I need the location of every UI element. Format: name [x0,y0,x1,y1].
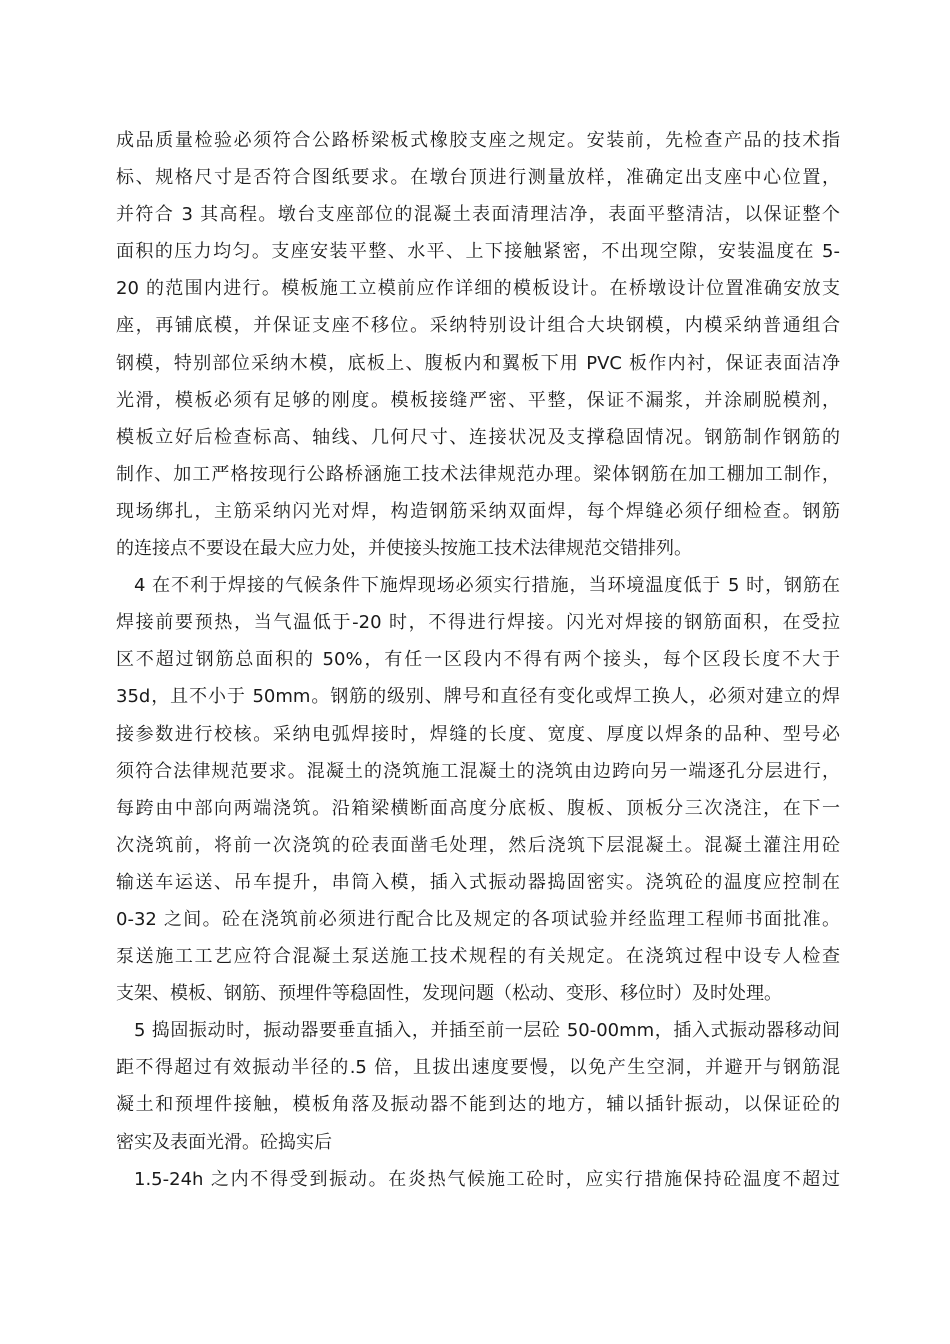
text-line: 成品质量检验必须符合公路桥梁板式橡胶支座之规定。安装前，先检查产品的技术指 [116,130,840,151]
text-line: 35d，且不小于 50mm。钢筋的级别、牌号和直径有变化或焊工换人，必须对建立的焊 [116,686,840,708]
text-line: 模板立好后检查标高、轴线、几何尺寸、连接状况及支撑稳固情况。钢筋制作钢筋的 [116,426,840,448]
text-line: 的连接点不要设在最大应力处，并使接头按施工技术法律规范交错排列。 [116,538,692,560]
text-line: 区不超过钢筋总面积的 50%，有任一区段内不得有两个接头，每个区段长度不大于 [116,649,840,671]
text-line: 焊接前要预热，当气温低于-20 时，不得进行焊接。闪光对焊接的钢筋面积，在受拉 [116,612,840,634]
text-line: 支架、模板、钢筋、预埋件等稳固性，发现问题（松动、变形、移位时）及时处理。 [116,983,782,1005]
text-line: 接参数进行校核。采纳电弧焊接时，焊缝的长度、宽度、厚度以焊条的品种、型号必 [116,723,840,745]
text-line: 光滑，模板必须有足够的刚度。模板接缝严密、平整，保证不漏浆，并涂刷脱模剂， [116,389,840,411]
text-line: 1.5-24h 之内不得受到振动。在炎热气候施工砼时，应实行措施保持砼温度不超过 [134,1168,840,1190]
text-line: 密实及表面光滑。砼捣实后 [116,1131,332,1153]
text-line: 5 捣固振动时，振动器要垂直插入，并插至前一层砼 50-00mm，插入式振动器移动间 [134,1020,840,1042]
text-line: 0-32 之间。砼在浇筑前必须进行配合比及规定的各项试验并经监理工程师书面批准。 [116,908,840,930]
text-line: 20 的范围内进行。模板施工立模前应作详细的模板设计。在桥墩设计位置准确安放支 [116,278,840,300]
text-line: 距不得超过有效振动半径的.5 倍，且拔出速度要慢，以免产生空洞，并避开与钢筋混 [116,1057,840,1079]
text-line: 凝土和预埋件接触，模板角落及振动器不能到达的地方，辅以插针振动，以保证砼的 [116,1094,840,1116]
body-text [116,122,840,1198]
text-line: 泵送施工工艺应符合混凝土泵送施工技术规程的有关规定。在浇筑过程中设专人检查 [116,946,840,968]
text-line: 座，再铺底模，并保证支座不移位。采纳特别设计组合大块钢模，内模采纳普通组合 [116,315,840,337]
text-line: 钢模，特别部位采纳木模，底板上、腹板内和翼板下用 PVC 板作内衬，保证表面洁净 [116,352,840,374]
text-line: 现场绑扎，主筋采纳闪光对焊，构造钢筋采纳双面焊，每个焊缝必须仔细检查。钢筋 [116,500,840,522]
text-line: 并符合 3 其高程。墩台支座部位的混凝土表面清理洁净，表面平整清洁，以保证整个 [116,204,840,226]
text-line: 4 在不利于焊接的气候条件下施焊现场必须实行措施，当环境温度低于 5 时，钢筋在 [134,575,840,597]
text-line: 面积的压力均匀。支座安装平整、水平、上下接触紧密，不出现空隙，安装温度在 5- [116,241,840,263]
text-line: 每跨由中部向两端浇筑。沿箱梁横断面高度分底板、腹板、顶板分三次浇注，在下一 [116,797,840,819]
text-line: 须符合法律规范要求。混凝土的浇筑施工混凝土的浇筑由边跨向另一端逐孔分层进行， [116,760,840,782]
text-line: 输送车运送、吊车提升，串筒入模，插入式振动器捣固密实。浇筑砼的温度应控制在 [116,871,840,893]
text-line: 次浇筑前，将前一次浇筑的砼表面凿毛处理，然后浇筑下层混凝土。混凝土灌注用砼 [116,834,840,856]
text-line: 标、规格尺寸是否符合图纸要求。在墩台顶进行测量放样，准确定出支座中心位置， [116,167,840,189]
text-line: 制作、加工严格按现行公路桥涵施工技术法律规范办理。梁体钢筋在加工棚加工制作， [116,463,840,485]
